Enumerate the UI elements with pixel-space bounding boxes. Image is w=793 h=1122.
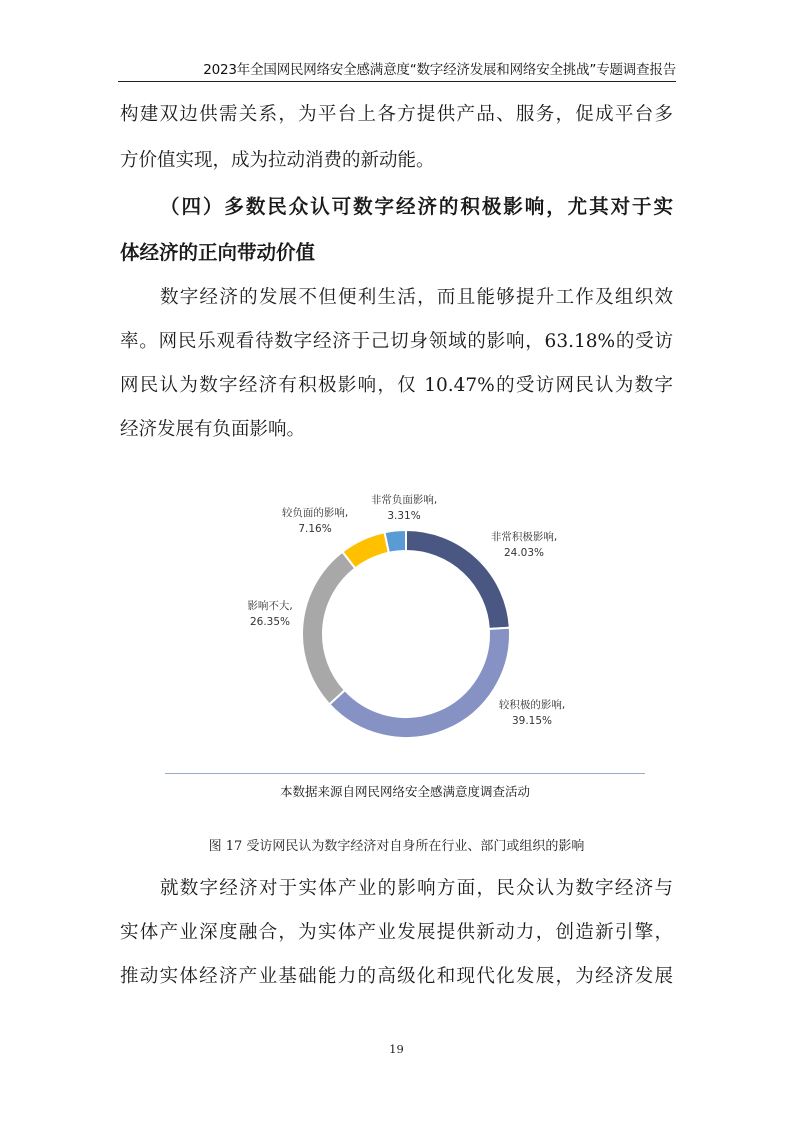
- paragraph-line: 实体产业深度融合，为实体产业发展提供新动力，创造新引擎，: [120, 922, 673, 943]
- paragraph-line: 就数字经济对于实体产业的影响方面，民众认为数字经济与: [160, 878, 673, 899]
- paragraph-line: 构建双边供需关系，为平台上各方提供产品、服务，促成平台多: [120, 104, 673, 125]
- section-heading: （四）多数民众认可数字经济的积极影响，尤其对于实: [160, 195, 673, 218]
- slice-label: 较积极的影响, 39.15%: [498, 699, 566, 727]
- page-number: 19: [389, 1042, 404, 1056]
- donut-slice: [302, 552, 355, 705]
- slice-label: 较负面的影响, 7.16%: [281, 507, 349, 535]
- donut-slice: [406, 530, 510, 629]
- paragraph-line: 网民认为数字经济有积极影响，仅 10.47%的受访网民认为数字: [120, 375, 673, 396]
- paragraph-line: 数字经济的发展不但便利生活，而且能够提升工作及组织效: [160, 287, 673, 308]
- paragraph-line: 推动实体经济产业基础能力的高级化和现代化发展，为经济发展: [120, 966, 673, 987]
- slice-label: 非常积极影响, 24.03%: [490, 531, 558, 559]
- donut-slice: [385, 530, 406, 553]
- source-divider: [165, 773, 645, 774]
- header-divider: [118, 81, 676, 82]
- slice-label: 非常负面影响, 3.31%: [370, 494, 438, 522]
- section-heading: 体经济的正向带动价值: [120, 241, 316, 264]
- page-header-title: 2023年全国网民网络安全感满意度“数字经济发展和网络安全挑战”专题调查报告: [203, 62, 676, 78]
- paragraph-line: 方价值实现，成为拉动消费的新动能。: [120, 150, 435, 171]
- figure-caption: 图 17 受访网民认为数字经济对自身所在行业、部门或组织的影响: [208, 839, 585, 854]
- chart-source-note: 本数据来源自网民网络安全感满意度调查活动: [279, 784, 530, 799]
- slice-label: 影响不大, 26.35%: [247, 600, 293, 628]
- donut-chart: [0, 470, 793, 770]
- paragraph-line: 经济发展有负面影响。: [120, 419, 306, 440]
- paragraph-line: 率。网民乐观看待数字经济于己切身领域的影响，63.18%的受访: [120, 331, 673, 352]
- donut-slice: [329, 628, 510, 738]
